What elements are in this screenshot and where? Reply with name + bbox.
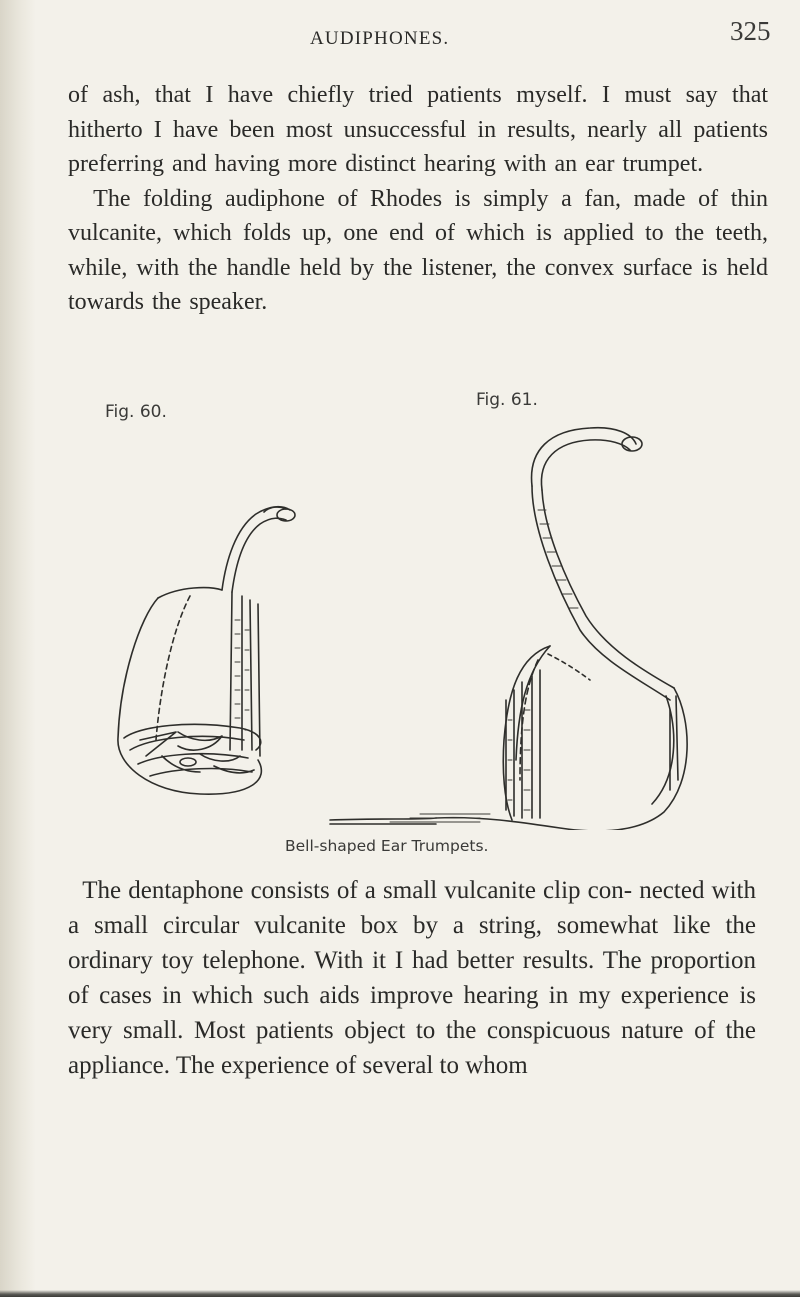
text-line: The folding audiphone of Rhodes is simply a fan, made bbox=[93, 185, 686, 212]
figure-caption: Bell-shaped Ear Trumpets. bbox=[285, 837, 489, 855]
page-bottom-edge bbox=[0, 1290, 800, 1297]
text-line: applied to the teeth, while, with the handle held by bbox=[68, 220, 768, 281]
text-line: nected with a small circular vulcanite box by a string, bbox=[68, 877, 757, 939]
text-line: The dentaphone consists of a small vulcanite clip con- bbox=[82, 877, 633, 904]
figure-61-drawing bbox=[330, 428, 687, 830]
page-edge-shadow bbox=[0, 0, 36, 1297]
figure-60-drawing bbox=[118, 507, 295, 794]
figure-60-label: Fig. 60. bbox=[105, 402, 167, 422]
text-line: speaker. bbox=[189, 289, 268, 315]
text-line: of the appliance. The experience of several to whom bbox=[68, 1017, 757, 1079]
text-line: the listener, the convex surface is held towards the bbox=[68, 254, 769, 315]
text-line: must say that hitherto I have been most unsuccessful bbox=[68, 82, 769, 143]
figure-61-label: Fig. 61. bbox=[476, 390, 538, 410]
text-line: of ash, that I have chiefly tried patients myself. I bbox=[68, 82, 610, 108]
paragraph-1 bbox=[68, 78, 768, 320]
ear-trumpet-illustration bbox=[80, 420, 730, 830]
text-line: of thin vulcanite, which folds up, one end of which is bbox=[68, 185, 769, 246]
text-line: such aids improve hearing in my experience is very bbox=[68, 982, 756, 1044]
text-line: more distinct hearing with an ear trumpet. bbox=[287, 151, 704, 177]
page-number: 325 bbox=[730, 16, 771, 46]
text-line: small. Most patients object to the conspicuous nature bbox=[122, 1017, 684, 1044]
text-line: somewhat like the ordinary toy telephone. With it I bbox=[68, 912, 756, 974]
text-line: in results, nearly all patients preferring and having bbox=[68, 116, 768, 177]
text-line: had better results. The proportion of cases in which bbox=[68, 947, 757, 1009]
paragraph-2 bbox=[68, 873, 756, 1083]
running-head: AUDIPHONES. bbox=[310, 28, 450, 49]
